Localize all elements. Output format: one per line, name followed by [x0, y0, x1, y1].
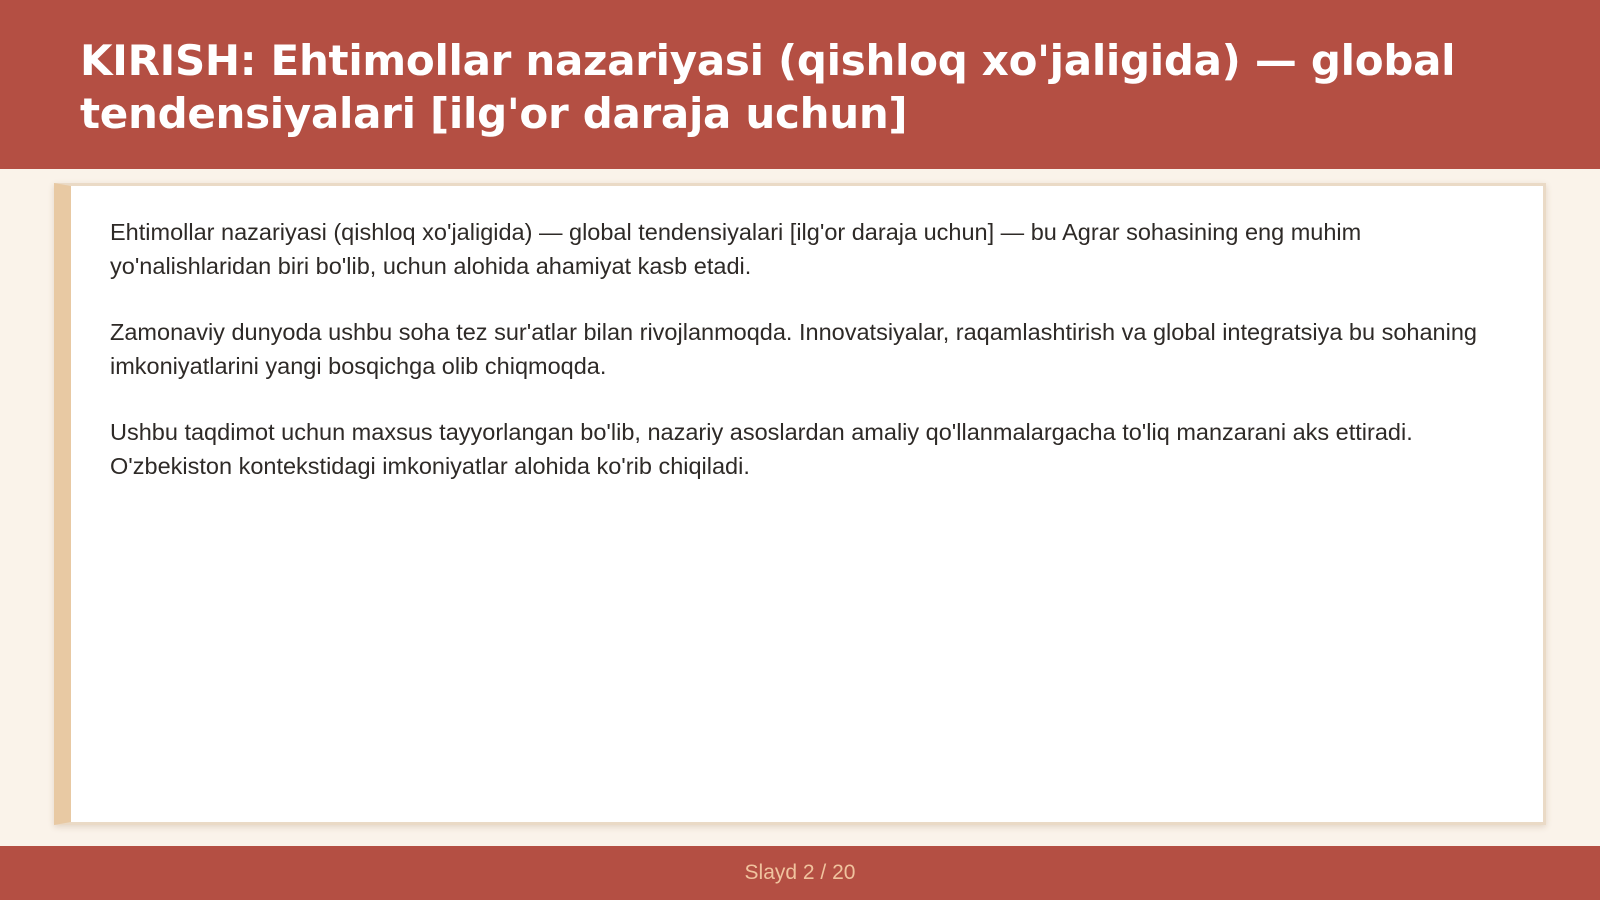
slide-footer [0, 846, 1600, 900]
slide-counter: Slayd 2 / 20 [744, 861, 856, 884]
slide-title: KIRISH: Ehtimollar nazariyasi (qishloq xo'jaligida) — global tendensiyalari [ilg'or daraja uchun] [80, 36, 1456, 138]
content-card [54, 183, 1546, 825]
intro-paragraph-1: Ehtimollar nazariyasi (qishloq xo'jaligida) — global tendensiyalari [ilg'or daraja uchun] — bu Agrar sohasining eng muhim yo'nalishlaridan biri bo'lib, uchun alohida ahamiyat kasb etadi. [110, 219, 1362, 279]
intro-paragraph-3: Ushbu taqdimot uchun maxsus tayyorlangan bo'lib, nazariy asoslardan amaliy qo'llanmalargacha to'liq manzarani aks ettiradi. O'zbekiston kontekstidagi imkoniyatlar alohida ko'rib chiqiladi. [110, 419, 1413, 479]
slide-header [0, 0, 1600, 169]
intro-paragraph-2: Zamonaviy dunyoda ushbu soha tez sur'atlar bilan rivojlanmoqda. Innovatsiyalar, raqamlashtirish va global integratsiya bu sohaning imkoniyatlarini yangi bosqichga olib chiqmoqda. [110, 319, 1477, 379]
